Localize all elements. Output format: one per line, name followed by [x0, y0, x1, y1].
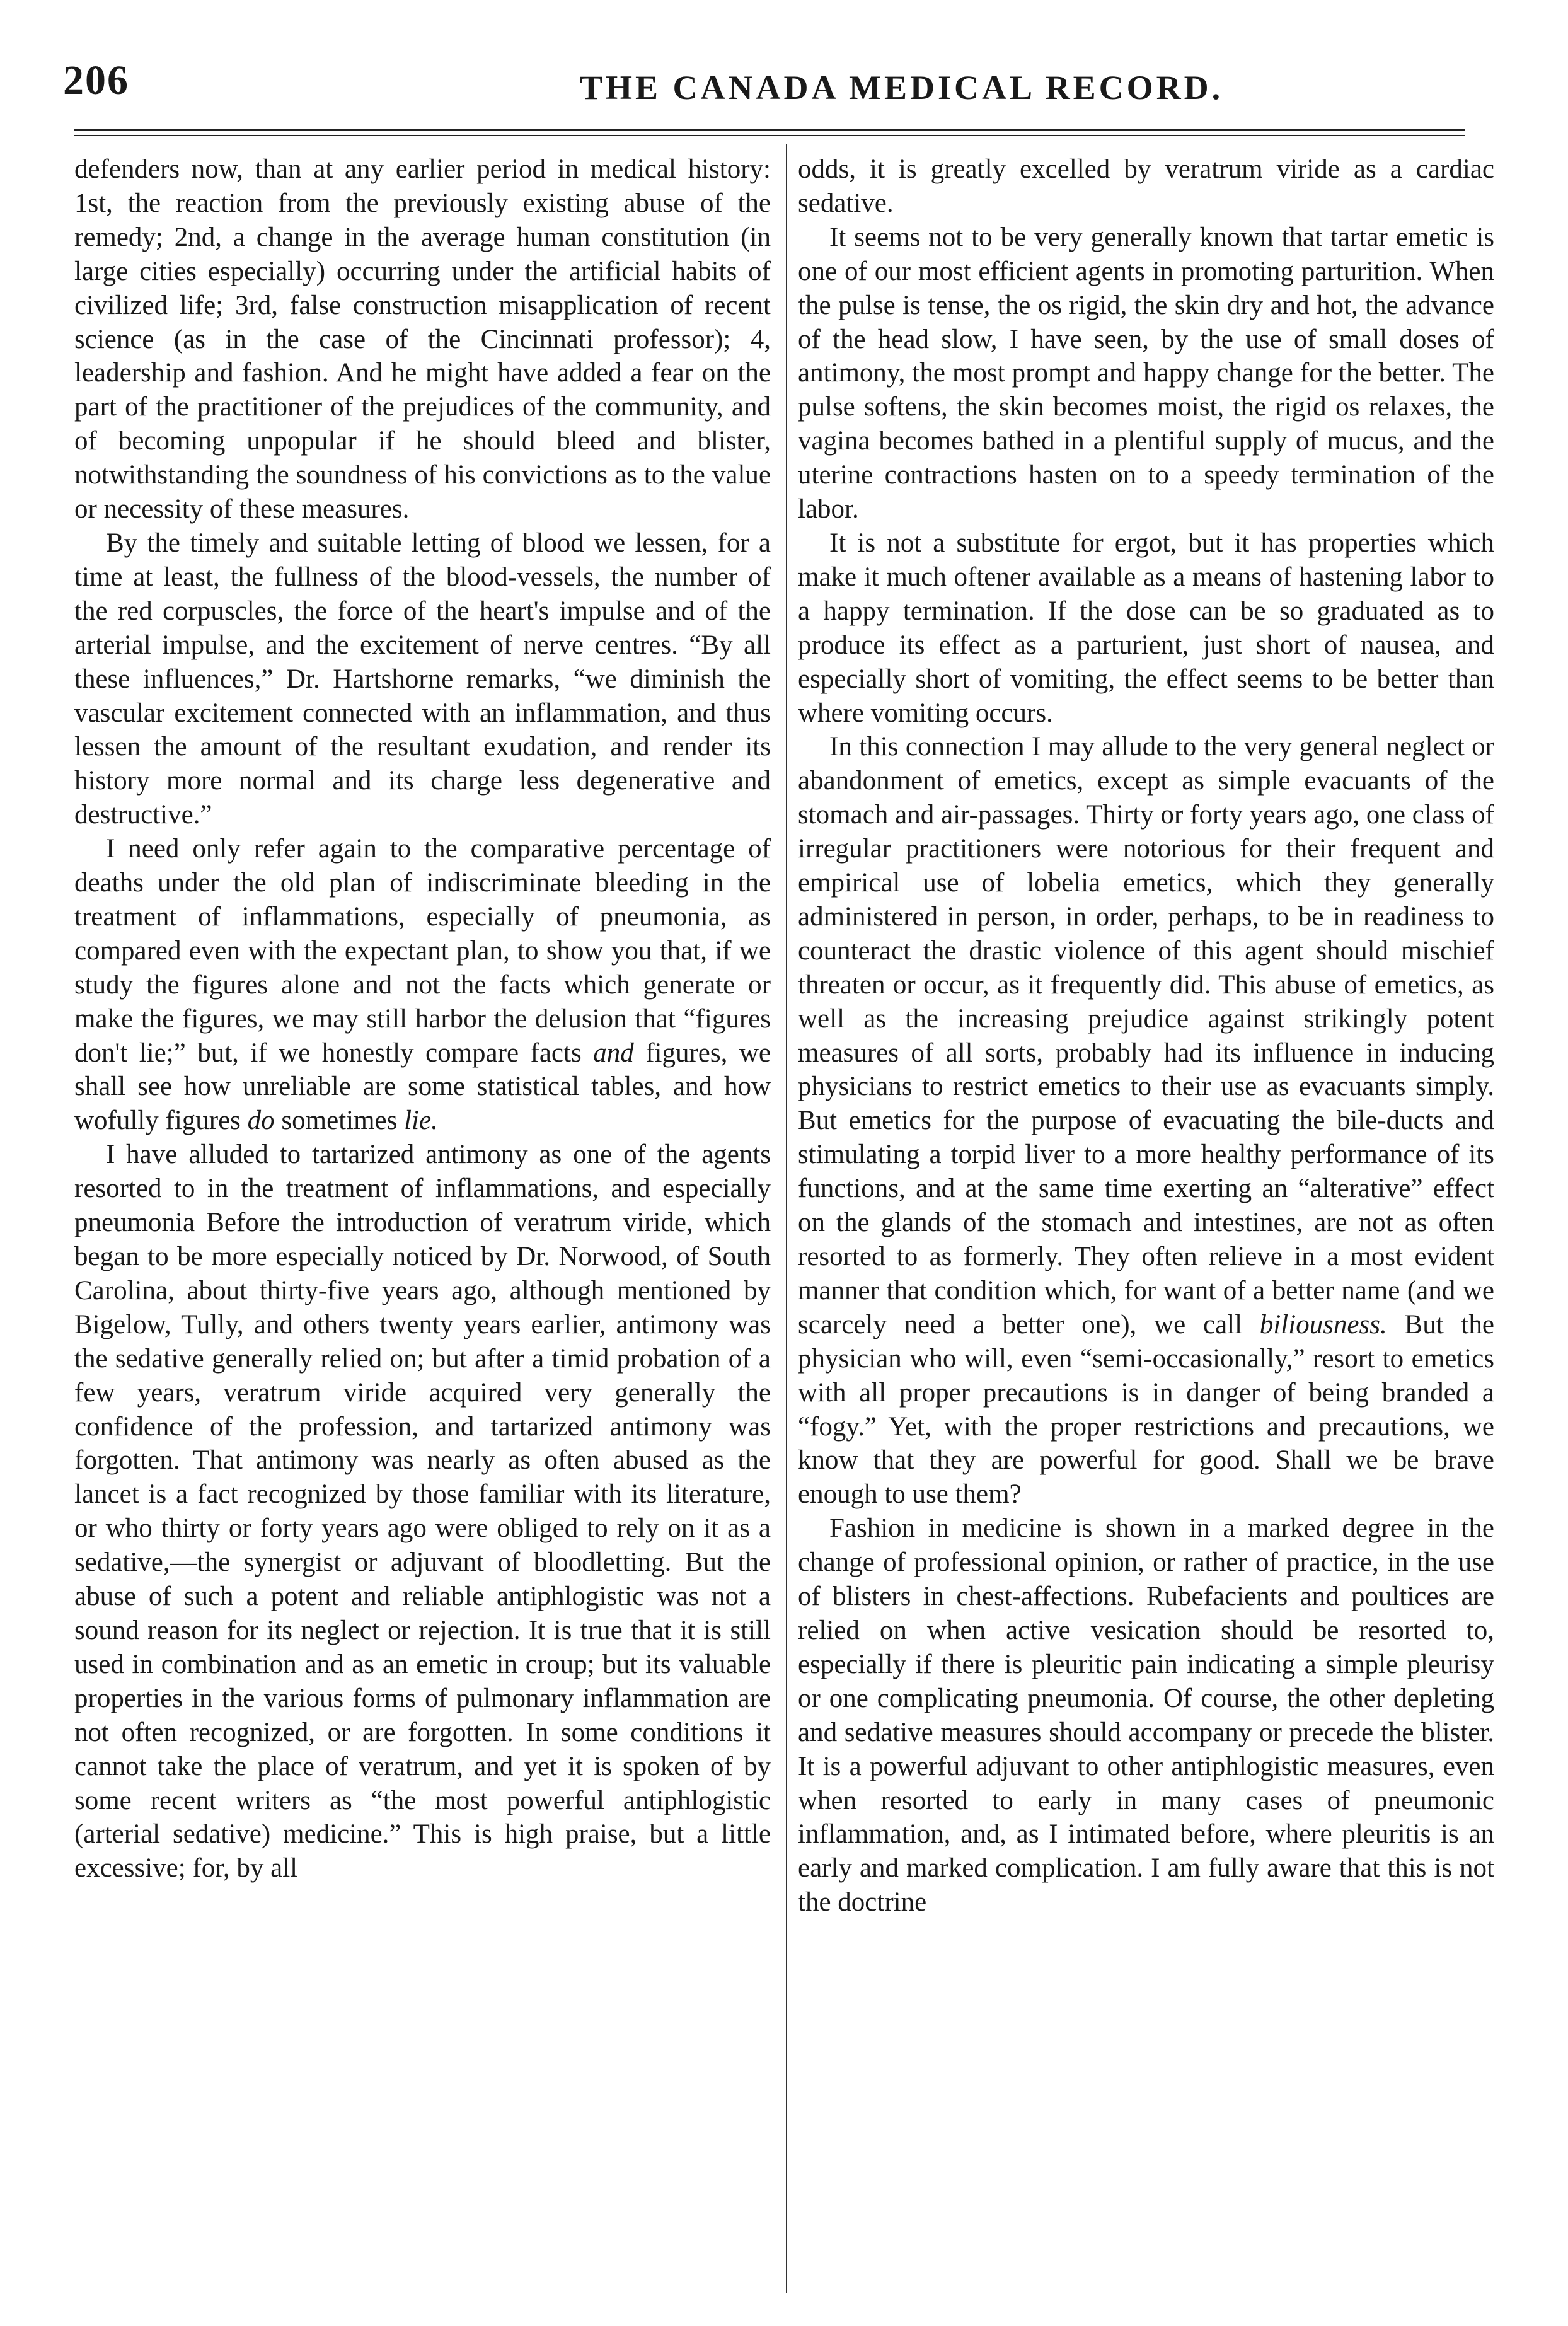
text-run: sometimes: [274, 1106, 405, 1136]
italic-text-run: and: [593, 1038, 634, 1068]
italic-text-run: biliousness.: [1259, 1309, 1387, 1339]
paragraph: [74, 832, 771, 1138]
paragraph: [798, 153, 1494, 221]
page-number: 206: [63, 57, 129, 103]
text-run: It seems not to be very generally known that tartar emetic is one of our most efficient agents in promoting parturition. When the pulse is tense, the os rigid, the skin dry and hot, the advance of the head slow, I have seen, by the use of small doses of antimony, the most prompt and happy change for the better. The pulse softens, the skin becomes moist, the rigid os relaxes, the vagina becomes bathed in a plentiful supply of mucus, and the uterine contractions hasten on to a speedy termination of the labor.: [798, 222, 1494, 524]
paragraph: [74, 1138, 771, 1885]
text-run: By the timely and suitable letting of blood we lessen, for a time at least, the fullness of the blood-vessels, the number of the red corpuscles, the force of the heart's impulse and of the arterial impulse, and the excitement of nerve centres. “By all these influences,” Dr. Hartshorne remarks, “we diminish the vascular excitement connected with an inflammation, and thus lessen the amount of the resultant exudation, and render its history more normal and its charge less degenerative and destructive.”: [74, 528, 771, 830]
left-text-column: [74, 153, 771, 2296]
paragraph: [74, 153, 771, 526]
text-run: defenders now, than at any earlier period in medical history: 1st, the reaction from the previously existing abuse of the remedy; 2nd, a change in the average human constitution (in large cities especially) occurring under the artificial habits of civilized life; 3rd, false construction misapplication of recent science (as in the case of the Cincinnati professor); 4, leadership and fashion. And he might have added a fear on the part of the practitioner of the prejudices of the community, and of becoming unpopular if he should bleed and blister, notwithstanding the soundness of his convictions as to the value or necessity of these measures.: [74, 154, 771, 524]
text-run: I need only refer again to the comparative percentage of deaths under the old plan of indiscriminate bleeding in the treatment of inflammations, especially of pneumonia, as compared even with the expectant plan, to show you that, if we study the figures alone and not the facts which generate or make the figures, we may still harbor the delusion that “figures don't lie;” but, if we honestly compare facts: [74, 834, 771, 1068]
text-run: Fashion in medicine is shown in a marked degree in the change of professional opinion, or rather of practice, in the use of blisters in chest-affections. Rubefacients and poultices are relied on when active vesication should be resorted to, especially if there is pleuritic pain indicating a simple pleurisy or one complicating pneumonia. Of course, the other depleting and sedative measures should accompany or precede the blister. It is a powerful adjuvant to other antiphlogistic measures, even when resorted to early in many cases of pneumonic inflammation, and, as I intimated before, where pleuritis is an early and marked complication. I am fully aware that this is not the doctrine: [798, 1513, 1494, 1918]
running-head: [63, 50, 1386, 120]
paragraph: [798, 730, 1494, 1512]
text-run: In this connection I may allude to the very general neglect or abandonment of emetics, except as simple evacuants of the stomach and air-passages. Thirty or forty years ago, one class of irregular practitioners were notorious for their frequent and empirical use of lobelia emetics, which they generally administered in person, in order, perhaps, to be in readiness to counteract the drastic violence of this agent should mischief threaten or occur, as it frequently did. This abuse of emetics, as well as the increasing prejudice against strikingly potent measures of all sorts, probably had its influence in inducing physicians to restrict emetics to their use as evacuants simply. But emetics for the purpose of evacuating the bile-ducts and stimulating a torpid liver to a more healthy performance of its functions, and at the same time exerting an “alterative” effect on the glands of the stomach and intestines, are not as often resorted to as formerly. They often relieve in a most evident manner that condition which, for want of a better name (and we scarcely need a better one), we call: [798, 732, 1494, 1339]
italic-text-run: lie.: [404, 1106, 438, 1136]
right-text-column: [798, 153, 1494, 2296]
italic-text-run: do: [247, 1106, 275, 1136]
paragraph: [74, 526, 771, 832]
text-run: I have alluded to tartarized antimony as one of the agents resorted to in the treatment of inflammations, and especially pneumonia Before the introduction of veratrum viride, which began to be more especially noticed by Dr. Norwood, of South Carolina, about thirty-five years ago, although mentioned by Bigelow, Tully, and others twenty years earlier, antimony was the sedative generally relied on; but after a timid probation of a few years, veratrum viride acquired very generally the confidence of the profession, and tartarized antimony was forgotten. That antimony was nearly as often abused as the lancet is a fact recognized by those familiar with its literature, or who thirty or forty years ago were obliged to rely on it as a sedative,—the synergist or adjuvant of bloodletting. But the abuse of such a potent and reliable antiphlogistic was not a sound reason for its neglect or rejection. It is true that it is still used in combination and as an emetic in croup; but its valuable properties in the various forms of pulmonary inflammation are not often recognized, or are forgotten. In some conditions it cannot take the place of veratrum, and yet it is spoken of by some recent writers as “the most powerful antiphlogistic (arterial sedative) medicine.” This is high praise, but a little excessive; for, by all: [74, 1140, 771, 1883]
journal-title: THE CANADA MEDICAL RECORD.: [580, 69, 1224, 107]
text-run: odds, it is greatly excelled by veratrum viride as a cardiac sedative.: [798, 154, 1494, 218]
text-run: But the physician who will, even “semi-occasionally,” resort to emetics with all proper precautions is in danger of being branded a “fogy.” Yet, with the proper restrictions and precautions, we know that they are powerful for good. Shall we be brave enough to use them?: [798, 1309, 1494, 1510]
text-run: figures, we shall see how unreliable are some statistical tables, and how wofully figures: [74, 1038, 771, 1136]
header-rule: [74, 129, 1465, 136]
paragraph: [798, 221, 1494, 526]
paragraph: [798, 526, 1494, 730]
column-divider: [786, 144, 787, 2293]
paragraph: [798, 1512, 1494, 1919]
text-run: It is not a substitute for ergot, but it has properties which make it much oftener available as a means of hastening labor to a happy termination. If the dose can be so graduated as to produce its effect as a parturient, just short of nausea, and especially short of vomiting, the effect seems to be better than where vomiting occurs.: [798, 528, 1494, 728]
